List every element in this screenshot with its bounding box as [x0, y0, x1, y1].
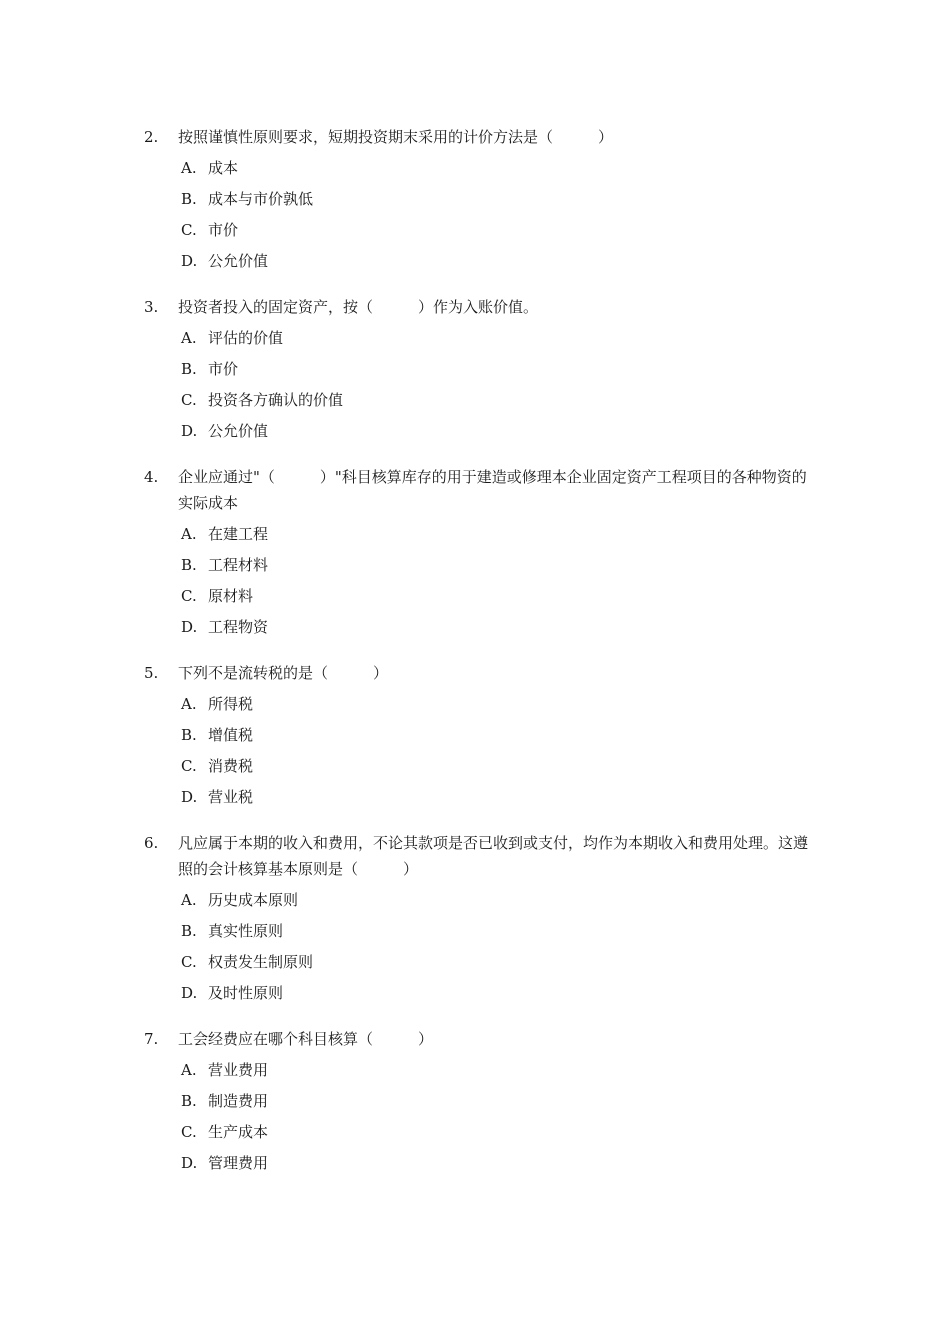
question-list	[0, 124, 950, 1196]
question-number: 6.	[144, 834, 159, 852]
option-item	[181, 1119, 950, 1150]
option-letter: A.	[181, 525, 197, 543]
option-item	[181, 521, 950, 552]
option-item	[181, 980, 950, 1011]
question-item	[0, 660, 950, 815]
option-list	[0, 1057, 950, 1181]
question-text: 按照谨慎性原则要求，短期投资期末采用的计价方法是（ ）	[178, 128, 614, 146]
option-letter: C.	[181, 757, 197, 775]
question-item	[0, 464, 950, 645]
option-text: 成本与市价孰低	[208, 190, 314, 208]
option-letter: A.	[181, 695, 197, 713]
option-letter: B.	[181, 556, 197, 574]
option-letter: B.	[181, 190, 197, 208]
question-text: 下列不是流转税的是（ ）	[178, 664, 389, 682]
option-item	[181, 552, 950, 583]
option-item	[181, 1057, 950, 1088]
option-item	[181, 155, 950, 186]
question-text: 企业应通过"（ ）"科目核算库存的用于建造或修理本企业固定资产工程项目的各种物资的实际成本	[178, 468, 807, 512]
option-letter: A.	[181, 1061, 197, 1079]
option-text: 原材料	[208, 587, 254, 605]
question-text: 凡应属于本期的收入和费用，不论其款项是否已收到或支付，均作为本期收入和费用处理。这遵照的会计核算基本原则是（ ）	[178, 834, 809, 878]
option-letter: B.	[181, 726, 197, 744]
option-letter: C.	[181, 391, 197, 409]
option-text: 工程物资	[208, 618, 269, 636]
option-text: 营业费用	[208, 1061, 269, 1079]
option-text: 权责发生制原则	[208, 953, 314, 971]
option-item	[181, 691, 950, 722]
option-item	[181, 1150, 950, 1181]
question-number: 3.	[144, 298, 159, 316]
option-letter: B.	[181, 1092, 197, 1110]
option-text: 历史成本原则	[208, 891, 299, 909]
option-letter: A.	[181, 159, 197, 177]
option-list	[0, 691, 950, 815]
option-letter: D.	[181, 984, 198, 1002]
option-item	[181, 248, 950, 279]
option-letter: C.	[181, 953, 197, 971]
question-item	[0, 1026, 950, 1181]
option-letter: D.	[181, 252, 198, 270]
option-text: 评估的价值	[208, 329, 284, 347]
option-letter: B.	[181, 360, 197, 378]
option-text: 公允价值	[208, 422, 269, 440]
question-item	[0, 830, 950, 1011]
option-item	[181, 887, 950, 918]
option-list	[0, 155, 950, 279]
question-number: 2.	[144, 128, 159, 146]
option-text: 增值税	[208, 726, 254, 744]
option-text: 投资各方确认的价值	[208, 391, 344, 409]
option-letter: C.	[181, 1123, 197, 1141]
question-item	[0, 124, 950, 279]
option-item	[181, 753, 950, 784]
option-letter: A.	[181, 329, 197, 347]
option-text: 市价	[208, 221, 239, 239]
option-list	[0, 887, 950, 1011]
option-text: 所得税	[208, 695, 254, 713]
option-list	[0, 325, 950, 449]
option-letter: B.	[181, 922, 197, 940]
option-item	[181, 583, 950, 614]
option-text: 消费税	[208, 757, 254, 775]
option-letter: D.	[181, 618, 198, 636]
option-letter: C.	[181, 587, 197, 605]
option-item	[181, 356, 950, 387]
option-text: 工程材料	[208, 556, 269, 574]
option-item	[181, 418, 950, 449]
option-item	[181, 186, 950, 217]
question-number: 4.	[144, 468, 159, 486]
question-number: 7.	[144, 1030, 159, 1048]
option-letter: A.	[181, 891, 197, 909]
option-item	[181, 949, 950, 980]
option-text: 市价	[208, 360, 239, 378]
option-text: 在建工程	[208, 525, 269, 543]
question-text: 工会经费应在哪个科目核算（ ）	[178, 1030, 434, 1048]
option-item	[181, 722, 950, 753]
option-text: 公允价值	[208, 252, 269, 270]
option-text: 制造费用	[208, 1092, 269, 1110]
option-item	[181, 614, 950, 645]
option-text: 及时性原则	[208, 984, 284, 1002]
option-text: 真实性原则	[208, 922, 284, 940]
option-letter: C.	[181, 221, 197, 239]
option-letter: D.	[181, 422, 198, 440]
option-text: 营业税	[208, 788, 254, 806]
question-text: 投资者投入的固定资产，按（ ）作为入账价值。	[178, 298, 539, 316]
option-item	[181, 217, 950, 248]
option-list	[0, 521, 950, 645]
option-text: 生产成本	[208, 1123, 269, 1141]
option-item	[181, 784, 950, 815]
option-letter: D.	[181, 788, 198, 806]
option-item	[181, 387, 950, 418]
question-number: 5.	[144, 664, 159, 682]
option-text: 成本	[208, 159, 239, 177]
option-item	[181, 1088, 950, 1119]
option-text: 管理费用	[208, 1154, 269, 1172]
option-letter: D.	[181, 1154, 198, 1172]
option-item	[181, 325, 950, 356]
question-item	[0, 294, 950, 449]
option-item	[181, 918, 950, 949]
